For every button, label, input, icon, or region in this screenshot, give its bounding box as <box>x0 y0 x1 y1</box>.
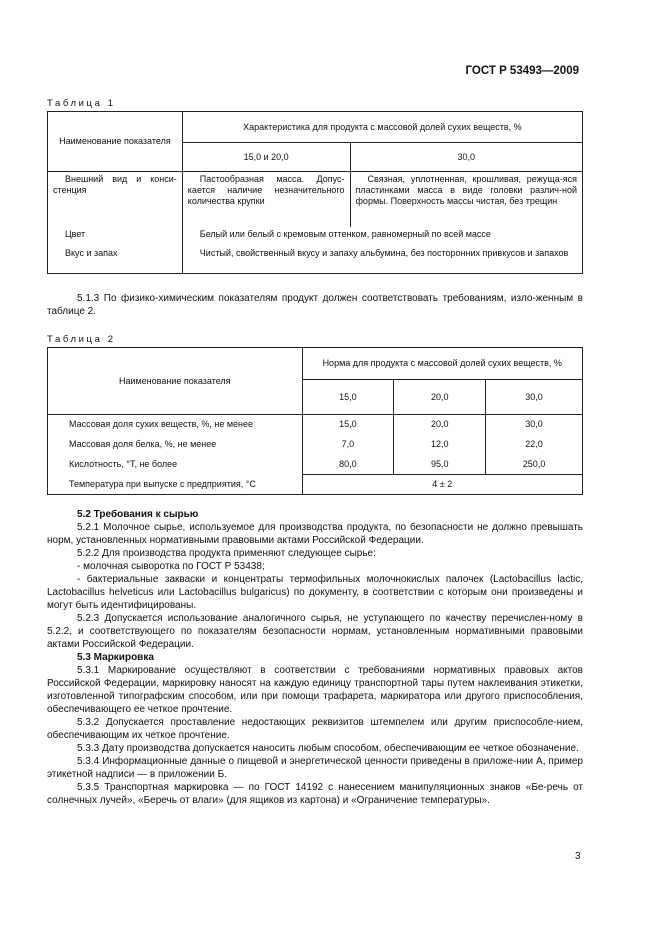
page-number: 3 <box>575 851 581 862</box>
table-row <box>48 227 583 246</box>
paragraph-5-2-1: 5.2.1 Молочное сырье, используемое для производства продукта, по безопасности не должно превышать норм, установленных нормативными правовыми актами Российской Федерации. <box>47 522 583 546</box>
table1-row1-col-b: Связная, уплотненная, крошливая, режуща-яся пластинками масса в виде головки различ-ной формы. Поверхность массы чистая, без трещин <box>350 172 582 227</box>
table-row <box>48 435 583 455</box>
table1-header-col-a: 15,0 и 20,0 <box>182 143 350 172</box>
paragraph-5-3-3: 5.3.3 Дату производства допускается наносить любым способом, обеспечивающим ее четкое обозначение. <box>77 743 579 754</box>
table1 <box>47 111 583 274</box>
table-row <box>48 172 583 227</box>
table2-header-col-20: 20,0 <box>394 380 486 415</box>
table1-caption: Таблица 1 <box>47 98 116 109</box>
table-row <box>48 455 583 475</box>
table2-row1-name: Массовая доля сухих веществ, %, не менее <box>48 415 303 435</box>
table1-row1-col-a: Пастообразная масса. Допус-кается наличие незначительного количества крупки <box>182 172 350 227</box>
list-item: - бактериальные закваски и концентраты термофильных молочнокислых палочек (Lactobacillus lactic, Lactobacillus helveticus или Lactobacillus bulgaricus) по документу, в соответствии с которым они произведены и могут быть идентифицированы. <box>47 574 583 611</box>
table2-row2-name: Массовая доля белка, %, не менее <box>48 435 303 455</box>
document-id-header: ГОСТ Р 53493—2009 <box>465 65 579 77</box>
table2-row3-v20: 95,0 <box>394 455 486 475</box>
paragraph-5-1-3-text: 5.1.3 По физико-химическим показателям продукт должен соответствовать требованиям, изло-женным в таблице 2. <box>47 293 583 317</box>
table-row <box>48 246 583 274</box>
paragraph-5-3-2: 5.3.2 Допускается проставление недостающих реквизитов штемпелем или другим приспособле-нием, обеспечивающим их четкое прочтение. <box>47 717 583 741</box>
heading-5-3: 5.3 Маркировка <box>77 652 154 663</box>
table2-row1-v30: 30,0 <box>486 415 583 435</box>
table2-row3-name: Кислотность, °Т, не более <box>48 455 303 475</box>
list-item: - молочная сыворотка по ГОСТ Р 53438; <box>77 561 265 572</box>
table-row <box>48 475 583 495</box>
table1-header-indicator: Наименование показателя <box>48 112 183 172</box>
paragraph-5-2-2: 5.2.2 Для производства продукта применяют следующее сырье: <box>77 548 376 559</box>
table1-header-group: Характеристика для продукта с массовой долей сухих веществ, % <box>182 112 582 143</box>
heading-5-2: 5.2 Требования к сырью <box>77 509 199 520</box>
table2-row2-v20: 12,0 <box>394 435 486 455</box>
paragraph-5-3-5: 5.3.5 Транспортная маркировка — по ГОСТ 14192 с нанесением манипуляционных знаков «Бе-речь от солнечных лучей», «Беречь от влаги» (для ящиков из картона) и «Ограничение температуры». <box>47 782 583 806</box>
table1-row2-value: Белый или белый с кремовым оттенком, равномерный по всей массе <box>182 227 582 246</box>
paragraph-5-3-1: 5.3.1 Маркирование осуществляют в соответствии с требованиями нормативных правовых актов Российской Федерации, маркировку наносят на каждую единицу транспортной тары путем наклеивания этикетки, изготовленной типографским способом, или при помощи трафарета, маркиратора или другого приспособления, обеспечивающего ее четкое прочтение. <box>47 665 583 715</box>
paragraph-5-2-3: 5.2.3 Допускается использование аналогичного сырья, не уступающего по качеству перечислен-ному в 5.2.2, и соответствующего по показателям безопасности нормам, установленным нормативными правовыми актами Российской Федерации. <box>47 613 583 650</box>
table1-row3-value: Чистый, свойственный вкусу и запаху альбумина, без посторонних привкусов и запахов <box>182 246 582 274</box>
table2-header-col-15: 15,0 <box>302 380 394 415</box>
table2-row3-v30: 250,0 <box>486 455 583 475</box>
paragraph-5-3-4: 5.3.4 Информационные данные о пищевой и энергетической ценности приведены в приложе-нии А, пример этикетной надписи — в приложении Б. <box>47 756 583 780</box>
table2-row3-v15: 80,0 <box>302 455 394 475</box>
table2-header-group: Норма для продукта с массовой долей сухих веществ, % <box>302 348 582 380</box>
section-body <box>47 508 583 807</box>
table2-temp-name: Температура при выпуске с предприятия, °С <box>48 475 303 495</box>
table2-header-indicator: Наименование показателя <box>48 348 303 415</box>
table2-caption: Таблица 2 <box>47 334 116 345</box>
table2-header-col-30: 30,0 <box>486 380 583 415</box>
table1-row2-name: Цвет <box>48 227 183 246</box>
table2-row2-v15: 7,0 <box>302 435 394 455</box>
table1-row3-name: Вкус и запах <box>48 246 183 274</box>
table2-row1-v15: 15,0 <box>302 415 394 435</box>
table2-row1-v20: 20,0 <box>394 415 486 435</box>
table1-header-col-b: 30,0 <box>350 143 582 172</box>
table2-temp-value: 4 ± 2 <box>302 475 582 495</box>
table2 <box>47 347 583 495</box>
table1-row1-name: Внешний вид и конси-стенция <box>48 172 183 227</box>
table-row <box>48 415 583 435</box>
paragraph-5-1-3 <box>47 292 583 318</box>
table2-row2-v30: 22,0 <box>486 435 583 455</box>
